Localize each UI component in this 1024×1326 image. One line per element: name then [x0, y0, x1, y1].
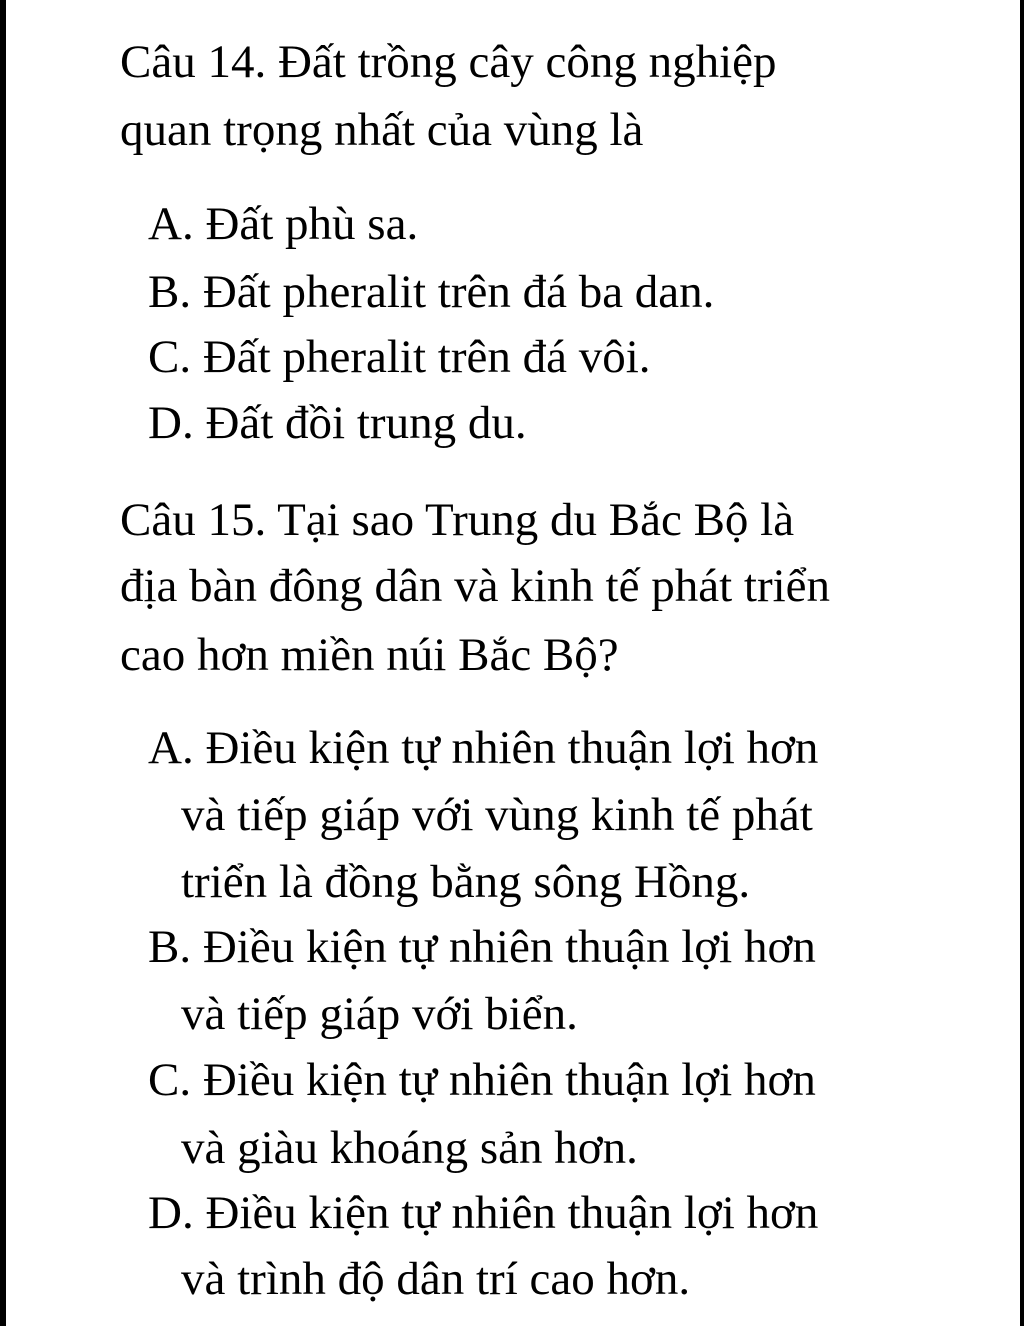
question-14-option-a: A. Đất phù sa.	[148, 198, 419, 250]
question-15-option-a-line-1: A. Điều kiện tự nhiên thuận lợi hơn	[148, 722, 819, 774]
question-15-option-d-line-1: D. Điều kiện tự nhiên thuận lợi hơn	[148, 1187, 819, 1239]
question-14-option-b: B. Đất pheralit trên đá ba dan.	[148, 266, 715, 318]
question-15-option-b-line-2: và tiếp giáp với biển.	[181, 988, 578, 1040]
question-14-option-c: C. Đất pheralit trên đá vôi.	[148, 331, 651, 383]
question-15-option-b-line-1: B. Điều kiện tự nhiên thuận lợi hơn	[148, 921, 816, 973]
question-15-stem-line-1: Câu 15. Tại sao Trung du Bắc Bộ là	[120, 494, 795, 546]
question-15-option-a-line-2: và tiếp giáp với vùng kinh tế phát	[181, 789, 813, 841]
question-14-stem-line-2: quan trọng nhất của vùng là	[120, 104, 644, 156]
question-15-option-c-line-2: và giàu khoáng sản hơn.	[181, 1122, 638, 1174]
question-15-option-a-line-3: triển là đồng bằng sông Hồng.	[181, 856, 751, 908]
question-15-stem-line-3: cao hơn miền núi Bắc Bộ?	[120, 629, 619, 681]
question-15-option-d-line-2: và trình độ dân trí cao hơn.	[181, 1253, 691, 1305]
right-border-bar	[1020, 0, 1024, 1326]
question-14-option-d: D. Đất đồi trung du.	[148, 397, 527, 449]
question-15-option-c-line-1: C. Điều kiện tự nhiên thuận lợi hơn	[148, 1054, 816, 1106]
question-15-stem-line-2: địa bàn đông dân và kinh tế phát triển	[120, 560, 831, 612]
left-border-bar	[0, 0, 6, 1326]
question-14-stem-line-1: Câu 14. Đất trồng cây công nghiệp	[120, 36, 777, 88]
